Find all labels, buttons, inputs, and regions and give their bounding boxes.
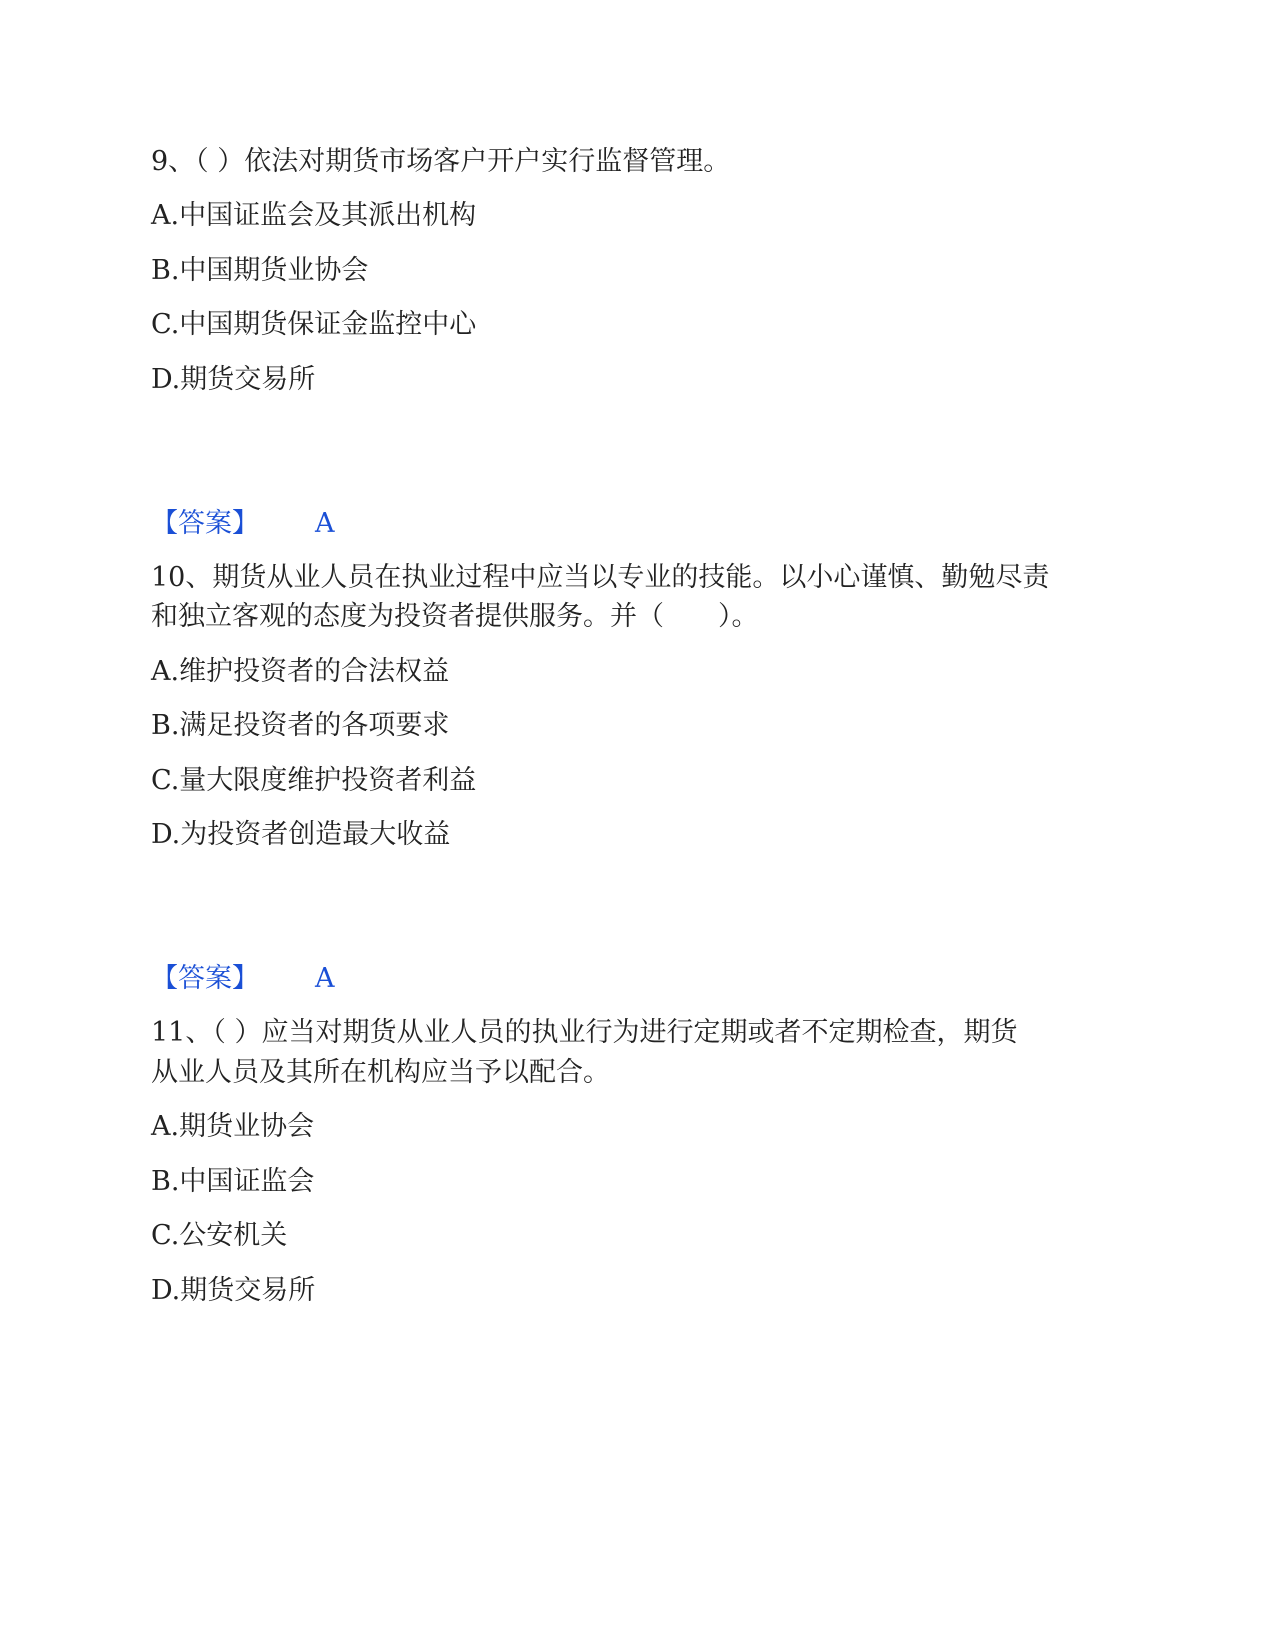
answer-line [151, 504, 335, 544]
question-stem: 9、（ ）依法对期货市场客户开户实行监督管理。 [151, 146, 731, 177]
answer-label: 【答案】 [151, 508, 259, 539]
option-d: D.期货交易所 [151, 364, 316, 395]
option-c: C.中国期货保证金监控中心 [151, 309, 477, 340]
answer-label: 【答案】 [151, 963, 259, 994]
option-d: D.为投资者创造最大收益 [151, 819, 451, 850]
option-b: B.中国证监会 [151, 1166, 315, 1197]
answer-value: A [315, 963, 335, 994]
question-stem-continued: 和独立客观的态度为投资者提供服务。并（ ）。 [151, 601, 759, 632]
question-stem: 11、（ ）应当对期货从业人员的执业行为进行定期或者不定期检查，期货 [151, 1017, 1018, 1048]
option-b: B.中国期货业协会 [151, 255, 369, 286]
option-a: A.中国证监会及其派出机构 [151, 200, 477, 231]
option-a: A.维护投资者的合法权益 [151, 656, 450, 687]
option-d: D.期货交易所 [151, 1275, 316, 1306]
option-c: C.公安机关 [151, 1220, 288, 1251]
option-a: A.期货业协会 [151, 1111, 315, 1142]
question-stem: 10、期货从业人员在执业过程中应当以专业的技能。以小心谨慎、勤勉尽责 [151, 562, 1050, 593]
option-b: B.满足投资者的各项要求 [151, 710, 450, 741]
answer-line [151, 959, 335, 999]
option-c: C.量大限度维护投资者利益 [151, 765, 477, 796]
answer-value: A [315, 508, 335, 539]
question-stem-continued: 从业人员及其所在机构应当予以配合。 [151, 1057, 610, 1088]
